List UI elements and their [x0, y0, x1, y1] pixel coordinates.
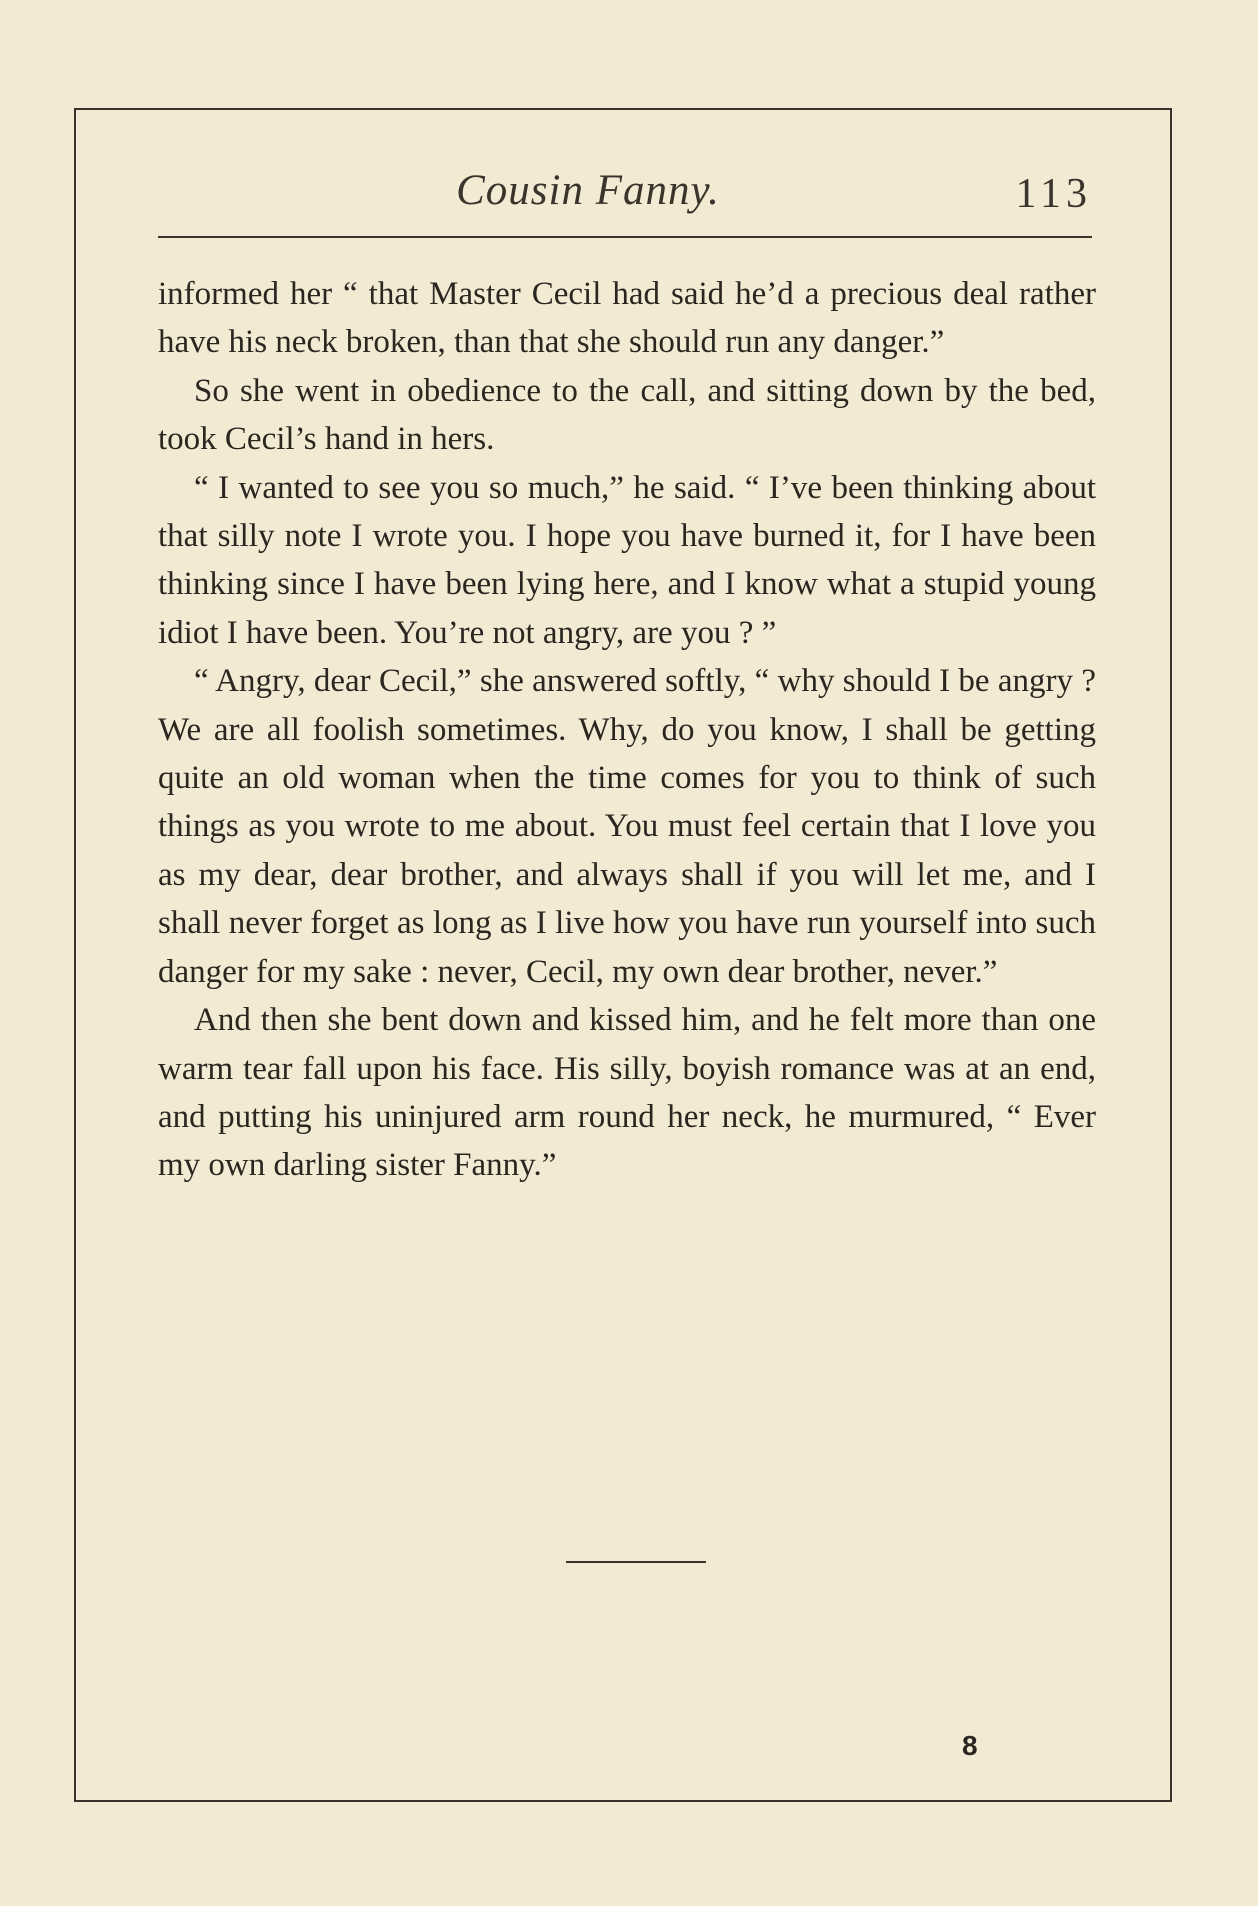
- running-title: Cousin Fanny.: [456, 167, 720, 214]
- running-head: [84, 166, 1092, 226]
- paragraph: “ Angry, dear Cecil,” she answered softly, “ why should I be angry ? We are all foolish sometimes. Why, do you know, I shall be getting quite an old woman when the time comes for you to think of such things as you wrote to me about. You must feel certain that I love you as my dear, dear brother, and always shall if you will let me, and I shall never forget as long as I live how you have run yourself into such danger for my sake : never, Cecil, my own dear brother, never.”: [158, 663, 1096, 990]
- chapter-end-rule: [566, 1561, 706, 1563]
- signature-mark: 8: [962, 1730, 978, 1761]
- paragraph: And then she bent down and kissed him, and he felt more than one warm tear fall upon his face. His silly, boyish romance was at an end, and putting his uninjured arm round her neck, he murmured, “ Ever my own darling sister Fanny.”: [158, 1002, 1096, 1184]
- body-text: [158, 270, 1096, 1190]
- paragraph: “ I wanted to see you so much,” he said. “ I’ve been thinking about that silly note I wrote you. I hope you have burned it, for I have been thinking since I have been lying here, and I know what a stupid young idiot I have been. You’re not angry, are you ? ”: [158, 469, 1096, 651]
- paragraph: informed her “ that Master Cecil had said he’d a precious deal rather have his neck broken, than that she should run any danger.”: [158, 276, 1096, 361]
- page-number: 113: [1015, 171, 1092, 217]
- header-rule: [158, 236, 1092, 238]
- paragraph: So she went in obedience to the call, and sitting down by the bed, took Cecil’s hand in hers.: [158, 372, 1096, 458]
